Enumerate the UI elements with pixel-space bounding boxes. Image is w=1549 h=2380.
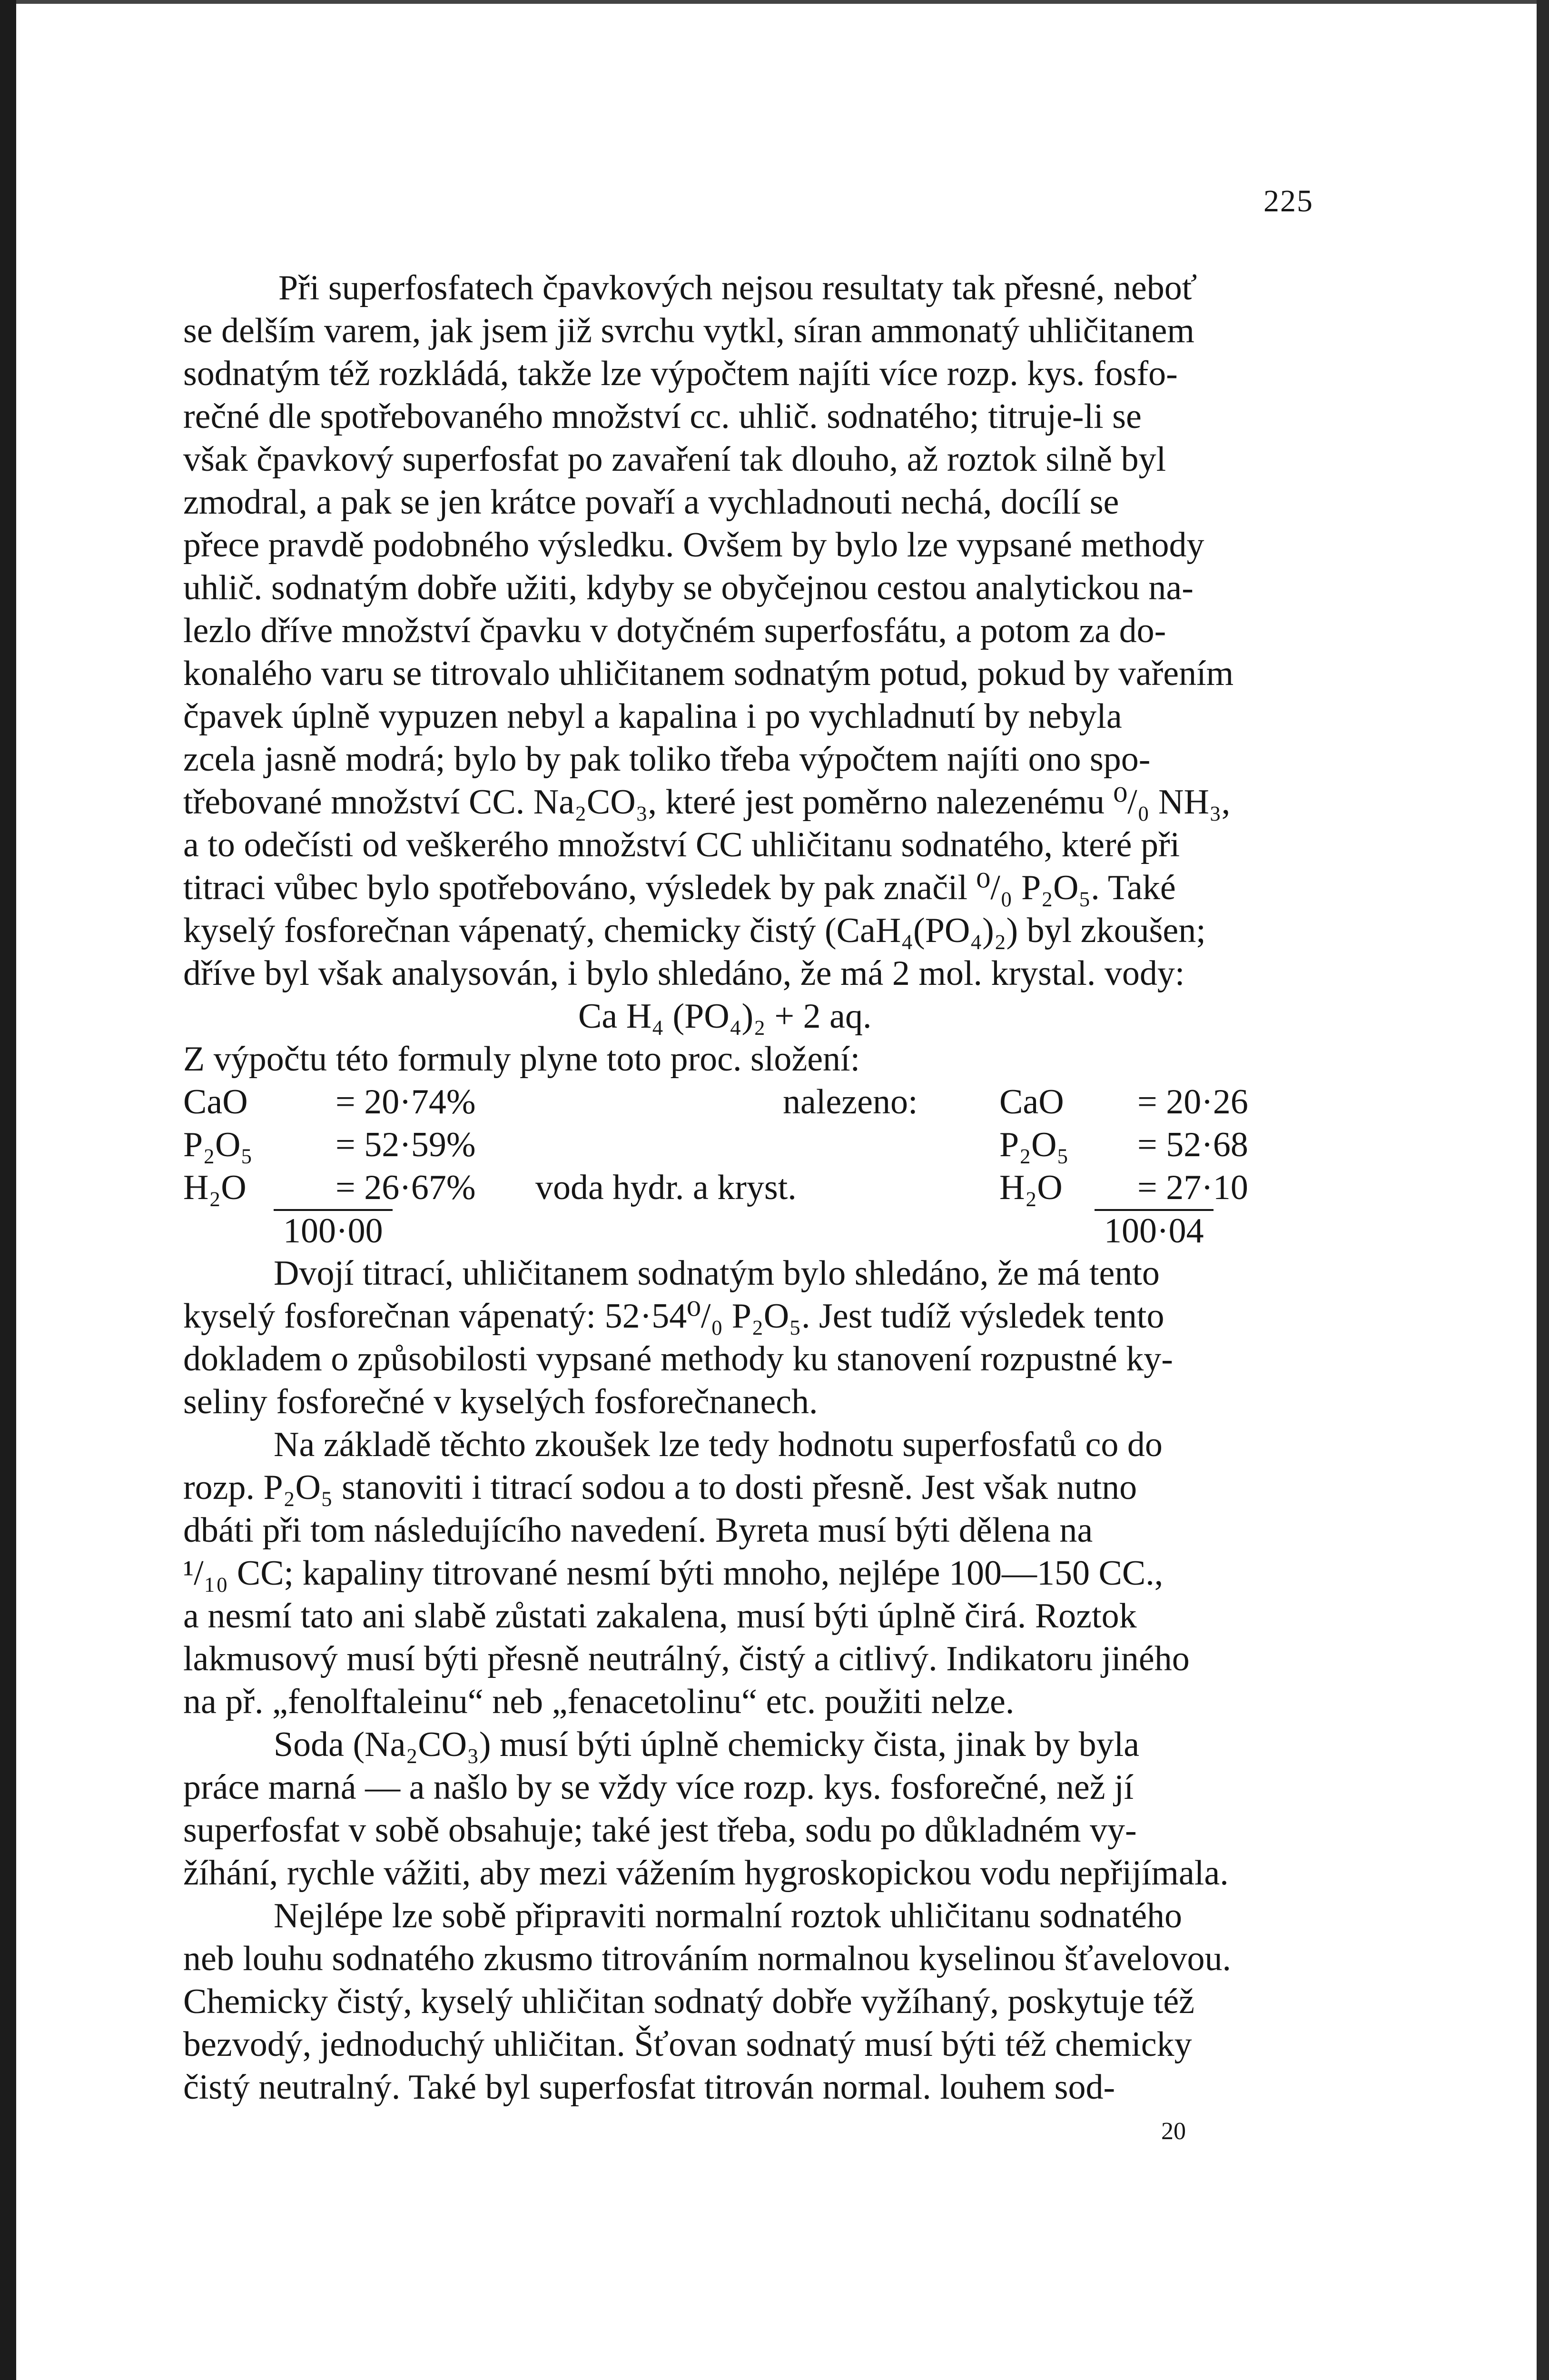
text-line: se delším varem, jak jsem již svrchu vytkl, síran ammonatý uhličitanem xyxy=(183,311,1194,350)
found-name: CaO xyxy=(999,1082,1064,1121)
text-line: lezlo dříve množství čpavku v dotyčném superfosfátu, a potom za do- xyxy=(183,611,1166,650)
total-calculated: 100·00 xyxy=(274,1209,393,1251)
paragraph-3 xyxy=(183,1423,1313,1723)
text-line: zmodral, a pak se jen krátce povaří a vychladnouti nechá, docílí se xyxy=(183,483,1119,522)
found-value: = 27·10 xyxy=(1137,1168,1248,1207)
text-line: a nesmí tato ani slabě zůstati zakalena, musí býti úplně čirá. Roztok xyxy=(183,1597,1137,1636)
paragraph-5 xyxy=(183,1894,1313,2109)
total-found: 100·04 xyxy=(1095,1209,1214,1251)
text-line: čpavek úplně vypuzen nebyl a kapalina i po vychladnutí by nebyla xyxy=(183,697,1122,736)
text-line: lakmusový musí býti přesně neutrálný, čistý a citlivý. Indikatoru jiného xyxy=(183,1639,1190,1678)
text-line: titraci vůbec bylo spotřebováno, výsledek by pak značil ⁰/₀ P₂O₅. Také xyxy=(183,868,1176,907)
text-line: Na základě těchto zkoušek lze tedy hodnotu superfosfatů co do xyxy=(274,1425,1163,1464)
composition-row-cao xyxy=(183,1081,1313,1123)
text-line: rečné dle spotřebovaného množství cc. uhlič. sodnatého; titruje-li se xyxy=(183,397,1142,436)
scan-right-edge xyxy=(1537,0,1549,2380)
sheet-signature: 20 xyxy=(1161,2118,1186,2145)
composition-row-p2o5 xyxy=(183,1123,1313,1166)
text-line: superfosfat v sobě obsahuje; také jest třeba, sodu po důkladném vy- xyxy=(183,1811,1137,1850)
text-line: kyselý fosforečnan vápenatý: 52·54⁰/₀ P₂O₅. Jest tudíž výsledek tento xyxy=(183,1297,1164,1336)
text-line: Nejlépe lze sobě připraviti normalní roztok uhličitanu sodnatého xyxy=(274,1896,1183,1935)
found-name: H₂O xyxy=(999,1168,1063,1207)
scan-left-edge xyxy=(0,0,16,2380)
text-line: rozp. P₂O₅ stanoviti i titrací sodou a to dosti přesně. Jest však nutno xyxy=(183,1468,1137,1507)
text-line: však čpavkový superfosfat po zavaření tak dlouho, až roztok silně byl xyxy=(183,440,1166,479)
text-line: uhlič. sodnatým dobře užiti, kdyby se obyčejnou cestou analytickou na- xyxy=(183,568,1194,607)
found-name: P₂O₅ xyxy=(999,1125,1069,1164)
text-line: dbáti při tom následujícího navedení. Byreta musí býti dělena na xyxy=(183,1511,1093,1550)
calc-name: P₂O₅ xyxy=(183,1125,253,1164)
text-line: kyselý fosforečnan vápenatý, chemicky čistý (CaH₄(PO₄)₂) byl zkoušen; xyxy=(183,911,1206,950)
text-line: Chemicky čistý, kyselý uhličitan sodnatý dobře vyžíhaný, poskytuje též xyxy=(183,1982,1195,2021)
calc-value: = 52·59% xyxy=(335,1125,476,1164)
text-line: bezvodý, jednoduchý uhličitan. Šťovan sodnatý musí býti též chemicky xyxy=(183,2025,1192,2064)
paragraph-2 xyxy=(183,1252,1313,1423)
calc-value: = 26·67% xyxy=(335,1168,476,1207)
text-line: přece pravdě podobného výsledku. Ovšem by bylo lze vypsané methody xyxy=(183,526,1204,565)
text-line: žíhání, rychle vážiti, aby mezi vážením hygroskopickou vodu nepřijímala. xyxy=(183,1854,1229,1893)
paragraph-1 xyxy=(183,267,1313,995)
text-line: zcela jasně modrá; bylo by pak toliko třeba výpočtem najíti ono spo- xyxy=(183,740,1151,779)
composition-totals xyxy=(183,1209,1313,1252)
page-number: 225 xyxy=(1263,184,1313,218)
text-line: sodnatým též rozkládá, takže lze výpočtem najíti více rozp. kys. fosfo- xyxy=(183,354,1178,393)
text-line: neb louhu sodnatého zkusmo titrováním normalnou kyselinou šťavelovou. xyxy=(183,1939,1231,1978)
scan-top-edge xyxy=(0,0,1549,4)
text-line: dříve byl však analysován, i bylo shledáno, že má 2 mol. krystal. vody: xyxy=(183,954,1185,993)
found-value: = 52·68 xyxy=(1137,1125,1248,1164)
found-label: nalezeno: xyxy=(783,1082,918,1121)
calc-name: H₂O xyxy=(183,1168,247,1207)
page-body xyxy=(183,267,1313,2109)
text-line: na př. „fenolftaleinu“ neb „fenacetolinu“ etc. použiti nelze. xyxy=(183,1682,1015,1721)
calc-name: CaO xyxy=(183,1082,248,1121)
calc-value: = 20·74% xyxy=(335,1082,476,1121)
text-line: dokladem o způsobilosti vypsané methody ku stanovení rozpustné ky- xyxy=(183,1339,1173,1378)
text-line: Dvojí titrací, uhličitanem sodnatým bylo shledáno, že má tento xyxy=(274,1254,1160,1293)
text-line: práce marná — a našlo by se vždy více rozp. kys. fosforečné, než jí xyxy=(183,1768,1134,1807)
chemical-formula: Ca H₄ (PO₄)₂ + 2 aq. xyxy=(578,997,872,1036)
text-line: a to odečísti od veškerého množství CC uhličitanu sodnatého, které při xyxy=(183,825,1180,864)
text-line: Při superfosfatech čpavkových nejsou resultaty tak přesné, neboť xyxy=(278,268,1197,307)
text-line: čistý neutralný. Také byl superfosfat titrován normal. louhem sod- xyxy=(183,2068,1115,2107)
text-line: seliny fosforečné v kyselých fosforečnanech. xyxy=(183,1382,818,1421)
text-line: Soda (Na₂CO₃) musí býti úplně chemicky čista, jinak by byla xyxy=(274,1725,1140,1764)
text-line: třebované množství CC. Na₂CO₃, které jest poměrno nalezenému ⁰/₀ NH₃, xyxy=(183,783,1231,822)
composition-row-h2o xyxy=(183,1166,1313,1209)
found-value: = 20·26 xyxy=(1137,1082,1248,1121)
text-line: konalého varu se titrovalo uhličitanem sodnatým potud, pokud by vařením xyxy=(183,654,1234,693)
paragraph-4 xyxy=(183,1723,1313,1894)
water-note: voda hydr. a kryst. xyxy=(535,1168,797,1207)
text-line: ¹/₁₀ CC; kapaliny titrované nesmí býti mnoho, nejlépe 100—150 CC., xyxy=(183,1554,1164,1593)
formula-intro: Z výpočtu této formuly plyne toto proc. složení: xyxy=(183,1040,860,1079)
